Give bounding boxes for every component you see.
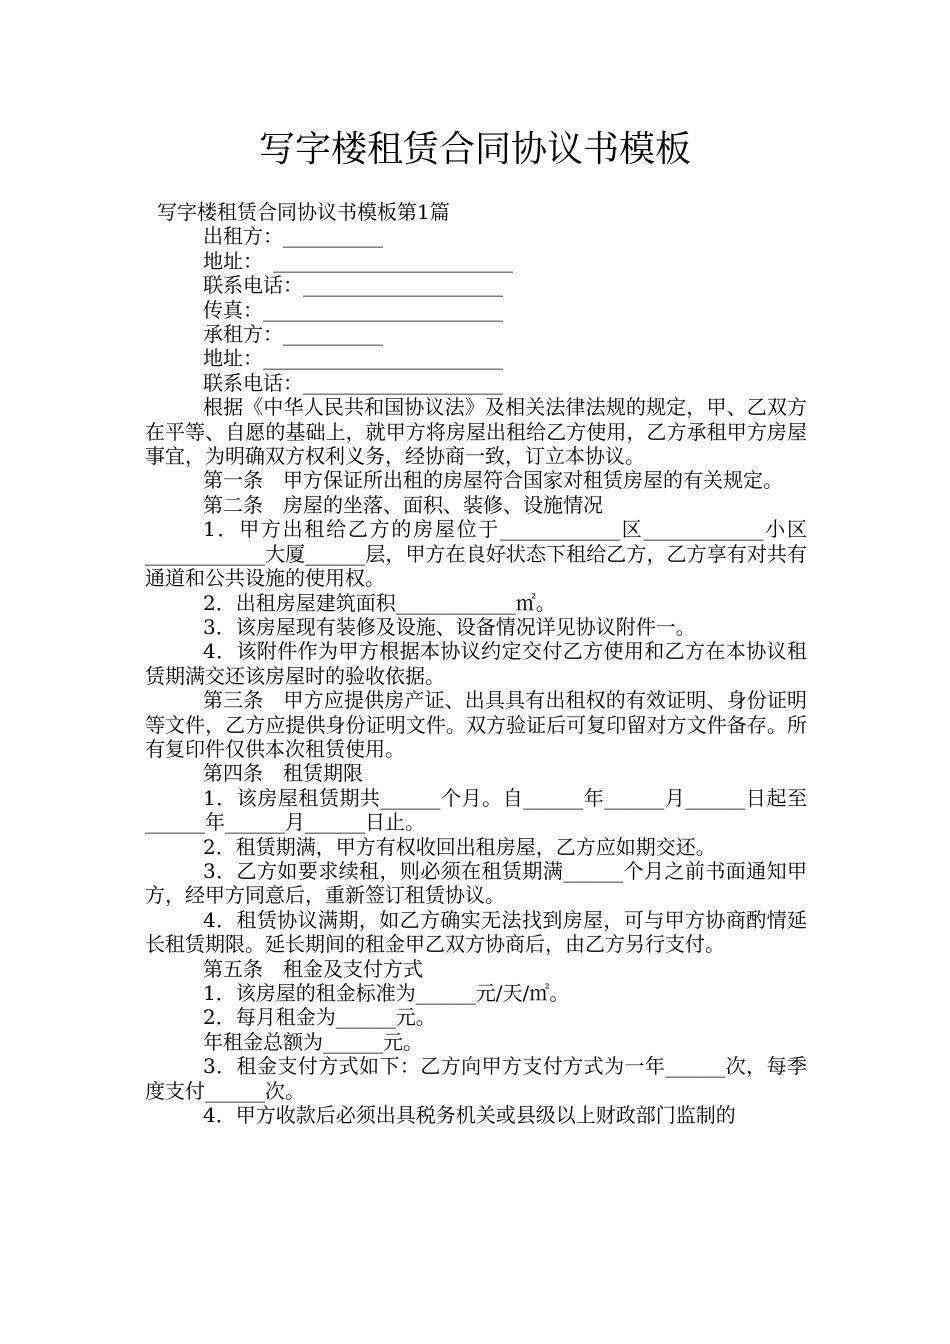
field-lessee: 承租方：__________ [203, 322, 383, 347]
paragraph-article-4-item-3: 3．乙方如要求续租，则必须在租赁期满______个月之前书面通知甲方，经甲方同意后，重新签订租赁协议。 [145, 858, 807, 908]
paragraph-article-4-item-4: 4．租赁协议满期，如乙方确实无法找到房屋，可与甲方协商酌情延长租赁期限。延长期间的租金甲乙双方协商后，由乙方另行支付。 [145, 907, 807, 957]
paragraph-article-1: 第一条 甲方保证所出租的房屋符合国家对租赁房屋的有关规定。 [203, 468, 783, 493]
field-lessor-address: 地址： ________________________ [203, 248, 513, 273]
paragraph-article-2-item-2: 2．出租房屋建筑面积____________㎡。 [203, 590, 556, 615]
field-lessee-phone: 联系电话：____________________ [203, 370, 503, 395]
paragraph-article-5-item-1: 1．该房屋的租金标准为______元/天/㎡。 [203, 981, 570, 1005]
paragraph-article-5-annual: 年租金总额为______元。 [203, 1029, 423, 1054]
paragraph-article-4-item-1: 1．该房屋租赁期共______个月。自______年______月______日起至______年______月______日止。 [145, 785, 807, 835]
paragraph-article-2-item-3: 3．该房屋现有装修及设施、设备情况详见协议附件一。 [203, 614, 696, 639]
document-body [145, 200, 807, 1127]
paragraph-preamble: 根据《中华人民共和国协议法》及相关法律法规的规定，甲、乙双方在平等、自愿的基础上，就甲方将房屋出租给乙方使用，乙方承租甲方房屋事宜，为明确双方权利义务，经协商一致，订立本协议。 [145, 395, 807, 469]
paragraph-article-3: 第三条 甲方应提供房产证、出具具有出租权的有效证明、身份证明等文件，乙方应提供身份证明文件。双方验证后可复印留对方文件备存。所有复印件仅供本次租赁使用。 [145, 688, 807, 761]
paragraph-article-2-item-1: 1．甲方出租给乙方的房屋位于____________区____________小区____________大厦______层，甲方在良好状态下租给乙方，乙方享有对共有通道和公共设施的使用权。 [145, 517, 807, 591]
heading-article-5: 第五条 租金及支付方式 [203, 956, 423, 981]
heading-article-2: 第二条 房屋的坐落、面积、装修、设施情况 [203, 492, 603, 517]
paragraph-article-5-item-4: 4．甲方收款后必须出具税务机关或县级以上财政部门监制的 [203, 1103, 736, 1128]
paragraph-article-4-item-2: 2．租赁期满，甲方有权收回出租房屋，乙方应如期交还。 [203, 834, 716, 859]
paragraph-article-5-item-3: 3．租金支付方式如下：乙方向甲方支付方式为一年______次，每季度支付______次。 [145, 1054, 807, 1103]
field-lessor-phone: 联系电话：____________________ [203, 273, 503, 298]
paragraph-article-2-item-4: 4．该附件作为甲方根据本协议约定交付乙方使用和乙方在本协议租赁期满交还该房屋时的验收依据。 [145, 639, 807, 688]
field-lessor: 出租方：__________ [203, 224, 383, 249]
paragraph-article-5-item-2: 2．每月租金为______元。 [203, 1005, 436, 1030]
field-lessee-address: 地址：________________________ [203, 346, 503, 371]
heading-article-4: 第四条 租赁期限 [203, 761, 363, 786]
document-subtitle: 写字楼租赁合同协议书模板第1篇 [157, 200, 450, 224]
field-lessor-fax: 传真：________________________ [203, 297, 503, 322]
document-title: 写字楼租赁合同协议书模板 [258, 129, 691, 170]
